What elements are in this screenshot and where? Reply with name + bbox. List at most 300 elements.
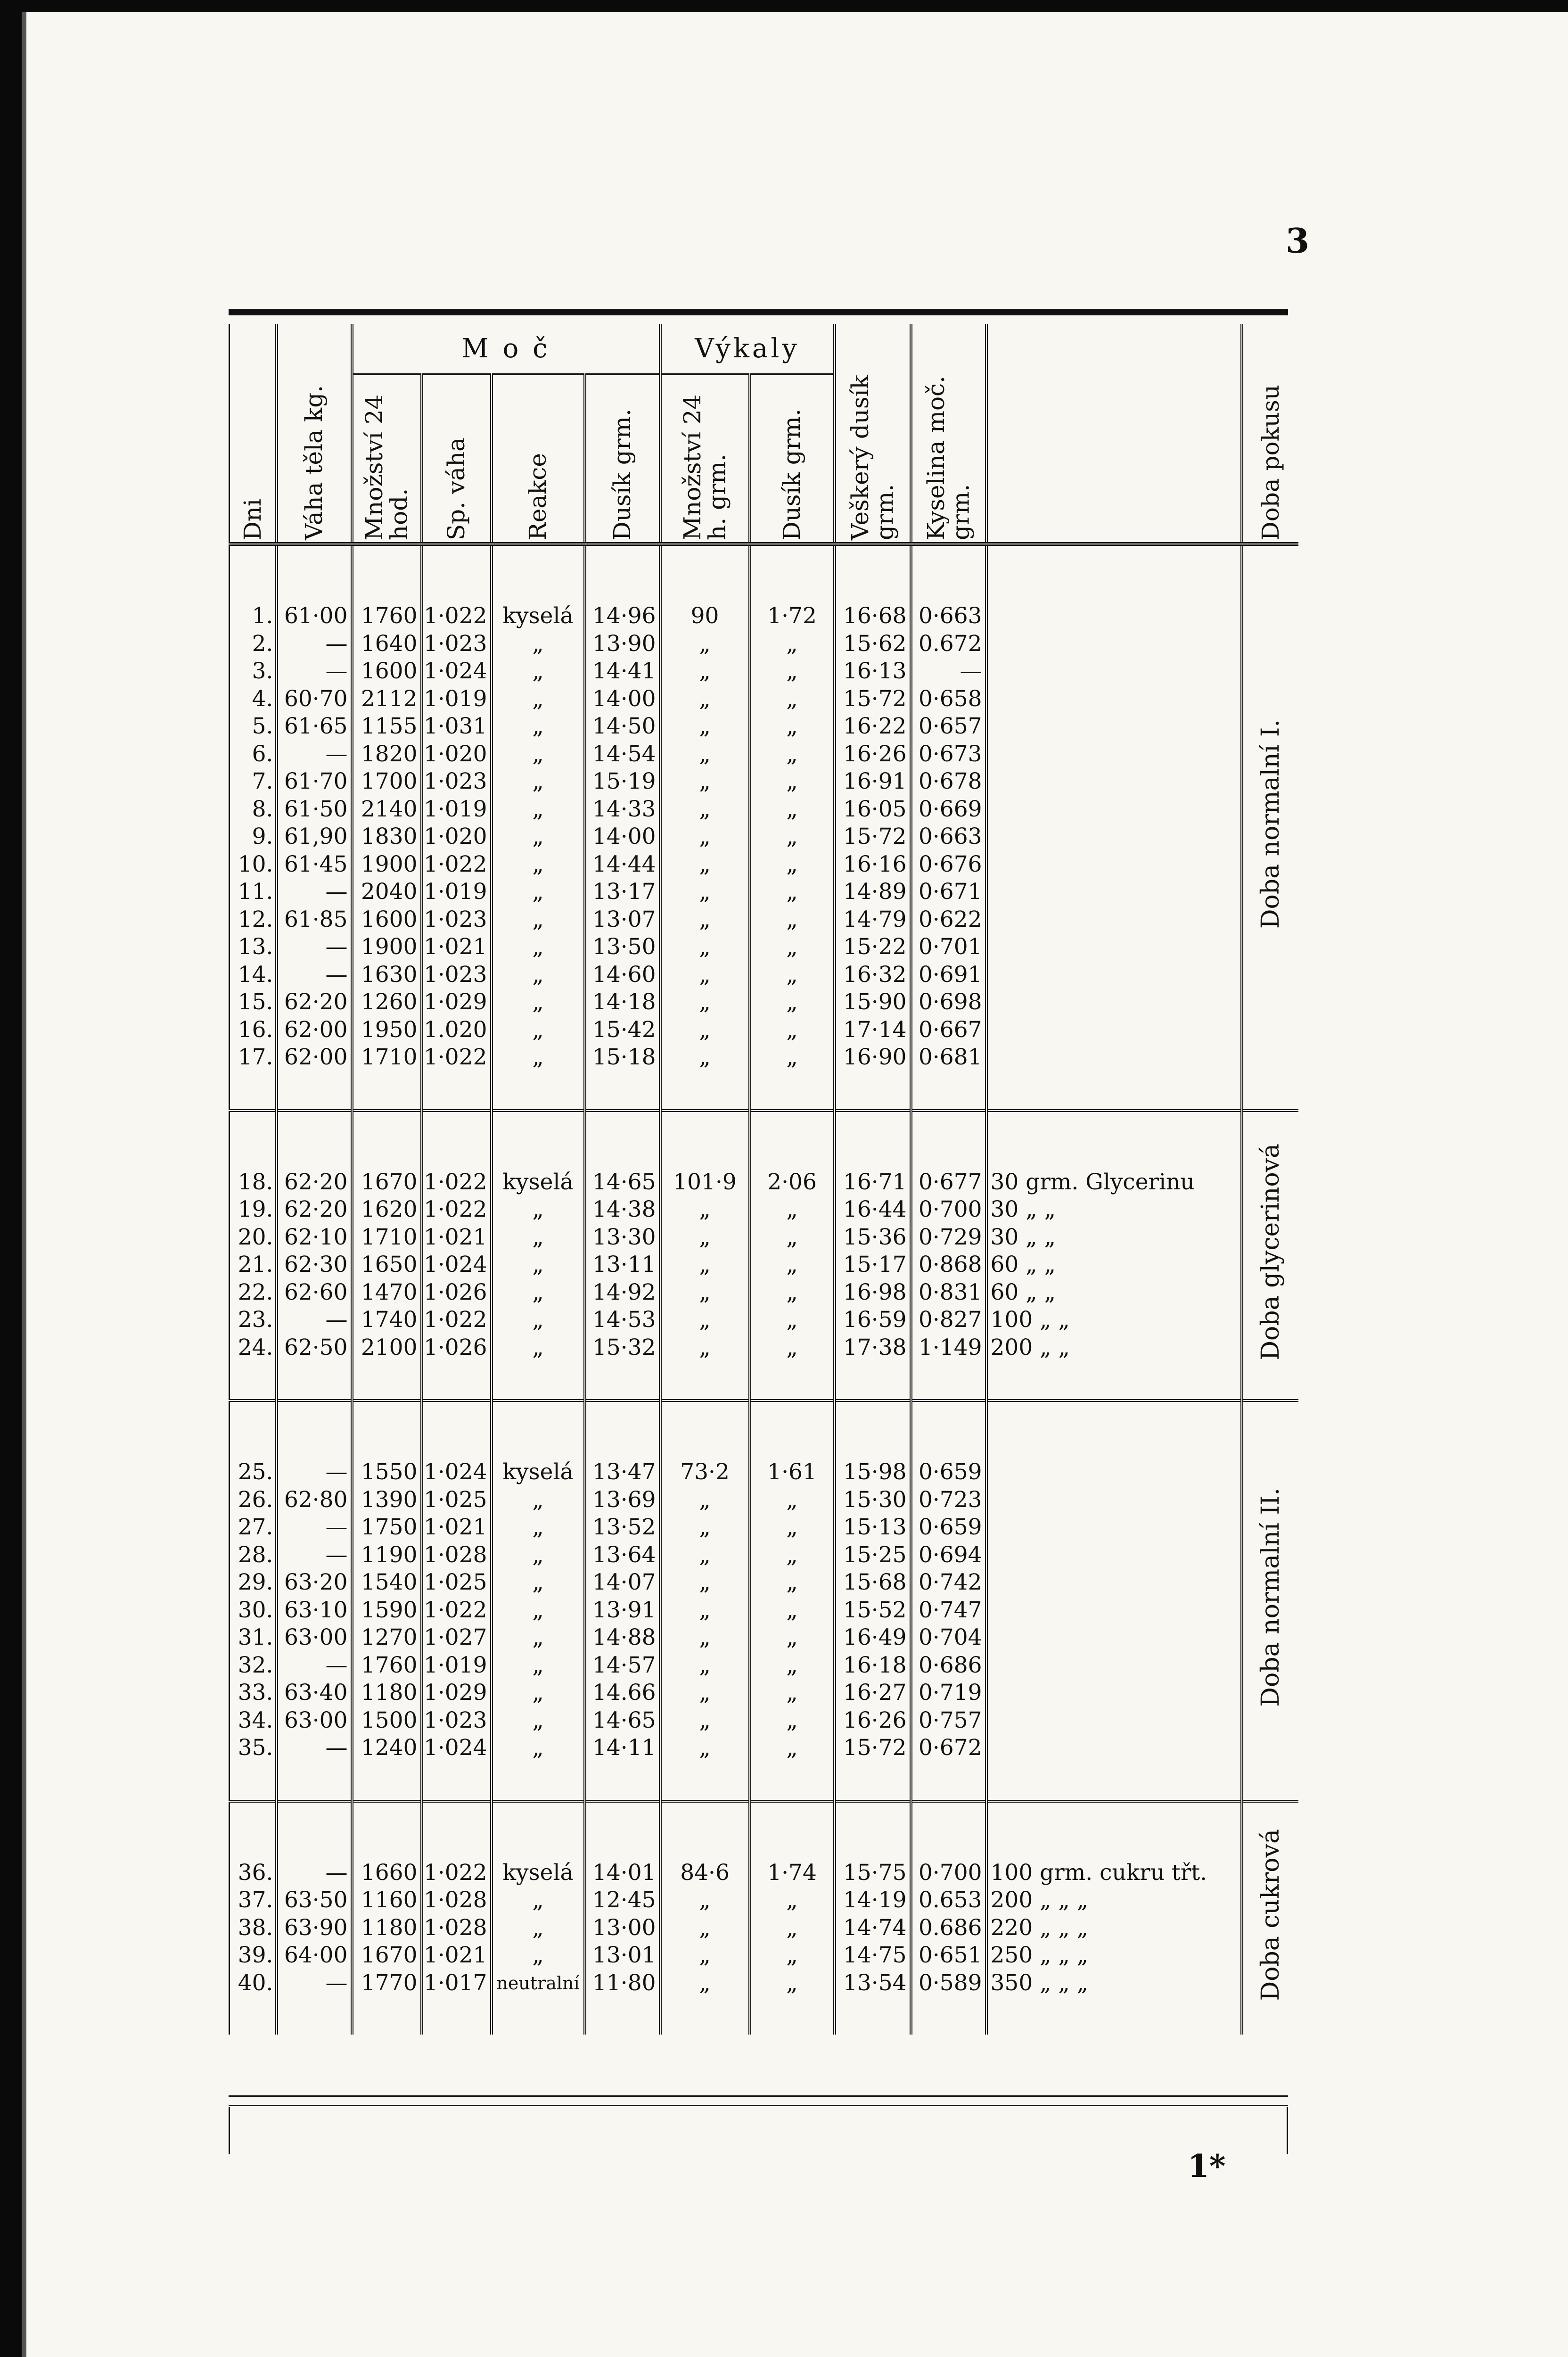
cell-reakce: kyselá (502, 1459, 574, 1485)
cell-mnozstvi: 1630 (361, 961, 418, 988)
cell-dni: 33. (238, 1680, 273, 1706)
cell-reakce: „ (532, 1942, 544, 1968)
cell-dusik: 14·38 (592, 1196, 656, 1222)
cell-mnozstvi: 1740 (361, 1307, 418, 1333)
cell-kyselina: 0·663 (918, 603, 982, 629)
cell-vykaly-dusik: „ (786, 824, 798, 849)
cell-vykaly-dusik: 1·72 (767, 603, 817, 629)
cell-vaha: 62·20 (284, 989, 348, 1015)
column-mnozstvi (352, 1112, 422, 1401)
cell-dusik: 14·88 (592, 1624, 656, 1650)
cell-mnozstvi: 1820 (361, 741, 418, 767)
cell-sp: 1·022 (423, 1597, 487, 1623)
cell-vaha: — (325, 658, 348, 684)
column-vykaly-dusik (750, 1803, 835, 2035)
column-vykaly-mnozstvi (660, 1402, 750, 1801)
cell-vykaly-mnozstvi: „ (699, 1887, 711, 1913)
cell-kyselina: 0·704 (918, 1624, 982, 1650)
cell-dusik: 13·52 (592, 1514, 656, 1540)
cell-reakce: „ (532, 1514, 544, 1540)
cell-veskery-dusik: 15·30 (843, 1486, 907, 1513)
cell-vykaly-mnozstvi: „ (699, 1735, 711, 1761)
cell-dni: 9. (252, 824, 273, 849)
dose-note: 350 „ „ „ (990, 1970, 1089, 1996)
cell-dusik: 13·11 (592, 1252, 656, 1277)
cell-reakce: „ (532, 1486, 544, 1513)
header-kyselina-moc: Kyselina moč. grm. (911, 324, 986, 544)
cell-vykaly-mnozstvi: „ (699, 1016, 711, 1043)
cell-reakce: „ (532, 1044, 544, 1070)
cell-dusik: 14·65 (592, 1707, 656, 1733)
cell-reakce: neutralní (496, 1972, 580, 1994)
cell-kyselina: 0·729 (918, 1224, 982, 1250)
cell-reakce: „ (532, 1334, 544, 1360)
cell-mnozstvi: 2040 (361, 879, 418, 905)
cell-dni: 30. (238, 1597, 273, 1623)
cell-veskery-dusik: 15·72 (843, 1735, 907, 1761)
cell-mnozstvi: 1710 (361, 1224, 418, 1250)
column-vykaly-dusik (750, 1402, 835, 1801)
cell-kyselina: 0·673 (918, 741, 982, 767)
cell-reakce: „ (532, 824, 544, 849)
cell-vaha: 62·30 (284, 1252, 348, 1277)
cell-mnozstvi: 1155 (361, 713, 418, 739)
cell-kyselina: 0·663 (918, 824, 982, 849)
cell-mnozstvi: 1710 (361, 1044, 418, 1070)
cell-mnozstvi: 1550 (361, 1459, 418, 1485)
cell-reakce: „ (532, 1279, 544, 1305)
cell-vaha: 63·90 (284, 1914, 348, 1941)
cell-vykaly-dusik: „ (786, 1514, 798, 1540)
cell-sp: 1·023 (423, 768, 487, 794)
cell-vaha: — (325, 1307, 348, 1333)
cell-kyselina: 0·831 (918, 1279, 982, 1305)
cell-vykaly-dusik: „ (786, 961, 798, 988)
column-veskery-dusik (835, 1402, 911, 1801)
cell-dusik: 14·92 (592, 1279, 656, 1305)
cell-vaha: — (325, 961, 348, 988)
period-block (230, 544, 1298, 1111)
cell-veskery-dusik: 15·68 (843, 1569, 907, 1595)
cell-sp: 1·019 (423, 879, 487, 905)
cell-vykaly-mnozstvi: „ (699, 934, 711, 960)
cell-veskery-dusik: 16·18 (843, 1652, 907, 1678)
cell-kyselina: 0·827 (918, 1307, 982, 1333)
cell-dni: 24. (238, 1334, 273, 1360)
cell-mnozstvi: 1500 (361, 1707, 418, 1733)
page-number: 3 (1286, 221, 1310, 261)
cell-kyselina: 0·669 (918, 796, 982, 822)
cell-kyselina: 0·659 (918, 1514, 982, 1540)
cell-vykaly-mnozstvi: „ (699, 1541, 711, 1568)
column-notes (986, 544, 1242, 1111)
cell-vykaly-mnozstvi: „ (699, 1624, 711, 1650)
cell-vaha: 62·80 (284, 1486, 348, 1513)
cell-sp: 1·021 (423, 934, 487, 960)
cell-mnozstvi: 2100 (361, 1334, 418, 1360)
column-reakce (492, 1112, 585, 1401)
cell-reakce: „ (532, 713, 544, 739)
cell-veskery-dusik: 16·98 (843, 1279, 907, 1305)
cell-mnozstvi: 1190 (361, 1541, 418, 1568)
cell-dusik: 14·41 (592, 658, 656, 684)
cell-vykaly-mnozstvi: „ (699, 1044, 711, 1070)
cell-vykaly-dusik: „ (786, 851, 798, 877)
data-table-wrapper (229, 309, 1288, 2035)
cell-dusik: 14·57 (592, 1652, 656, 1678)
cell-reakce: „ (532, 961, 544, 988)
cell-dni: 34. (238, 1707, 273, 1733)
cell-veskery-dusik: 16·26 (843, 1707, 907, 1733)
cell-vykaly-dusik: „ (786, 630, 798, 657)
column-notes (986, 1402, 1242, 1801)
cell-reakce: „ (532, 1224, 544, 1250)
cell-veskery-dusik: 16·05 (843, 796, 907, 822)
cell-kyselina: 0·742 (918, 1569, 982, 1595)
cell-sp: 1·028 (423, 1887, 487, 1913)
cell-vykaly-mnozstvi: „ (699, 1486, 711, 1513)
cell-kyselina: 0·651 (918, 1942, 982, 1968)
cell-reakce: „ (532, 768, 544, 794)
cell-veskery-dusik: 15·72 (843, 824, 907, 849)
column-reakce (492, 544, 585, 1111)
cell-vykaly-mnozstvi: „ (699, 989, 711, 1015)
cell-dusik: 13·30 (592, 1224, 656, 1250)
cell-reakce: „ (532, 879, 544, 905)
cell-mnozstvi: 1240 (361, 1735, 418, 1761)
period-label: Doba normalní I. (1256, 719, 1285, 929)
cell-vaha: 62·50 (284, 1334, 348, 1360)
cell-vaha: 61·00 (284, 603, 348, 629)
cell-mnozstvi: 1540 (361, 1569, 418, 1595)
cell-mnozstvi: 1180 (361, 1680, 418, 1706)
cell-veskery-dusik: 16·27 (843, 1680, 907, 1706)
cell-reakce: kyselá (502, 603, 574, 629)
cell-mnozstvi: 1950 (361, 1016, 418, 1043)
cell-reakce: „ (532, 741, 544, 767)
cell-vykaly-mnozstvi: 101·9 (673, 1169, 737, 1195)
cell-dusik: 13·00 (592, 1914, 656, 1941)
cell-sp: 1·021 (423, 1224, 487, 1250)
cell-dni: 12. (238, 906, 273, 932)
cell-kyselina: 0·678 (918, 768, 982, 794)
cell-vykaly-mnozstvi: „ (699, 1652, 711, 1678)
cell-vykaly-dusik: „ (786, 1044, 798, 1070)
cell-vykaly-dusik: „ (786, 1652, 798, 1678)
cell-mnozstvi: 1600 (361, 658, 418, 684)
bottom-stub-right (1287, 2107, 1288, 2154)
cell-sp: 1·028 (423, 1541, 487, 1568)
column-mnozstvi (352, 1402, 422, 1801)
cell-dni: 14. (238, 961, 273, 988)
cell-veskery-dusik: 16·32 (843, 961, 907, 988)
cell-vykaly-dusik: „ (786, 1914, 798, 1941)
cell-mnozstvi: 2140 (361, 796, 418, 822)
cell-sp: 1·026 (423, 1279, 487, 1305)
cell-vaha: — (325, 934, 348, 960)
cell-vaha: 61·50 (284, 796, 348, 822)
cell-dusik: 15·18 (592, 1044, 656, 1070)
cell-dni: 2. (252, 630, 273, 657)
cell-sp: 1·024 (423, 658, 487, 684)
cell-vaha: 63·00 (284, 1624, 348, 1650)
cell-veskery-dusik: 17·38 (843, 1334, 907, 1360)
cell-dusik: 14·11 (592, 1735, 656, 1761)
period-block (230, 1402, 1298, 1801)
cell-veskery-dusik: 16·59 (843, 1307, 907, 1333)
cell-vykaly-mnozstvi: „ (699, 685, 711, 712)
cell-sp: 1·024 (423, 1459, 487, 1485)
cell-sp: 1·024 (423, 1252, 487, 1277)
cell-veskery-dusik: 16·26 (843, 741, 907, 767)
column-veskery-dusik (835, 1803, 911, 2035)
cell-dni: 31. (238, 1624, 273, 1650)
cell-reakce: „ (532, 1914, 544, 1941)
cell-kyselina: 0·747 (918, 1597, 982, 1623)
bottom-stub-left (229, 2107, 230, 2154)
period-block (230, 1803, 1298, 2035)
cell-veskery-dusik: 14·74 (843, 1914, 907, 1941)
cell-vykaly-dusik: „ (786, 1887, 798, 1913)
cell-sp: 1·022 (423, 1859, 487, 1886)
cell-vaha: — (325, 1652, 348, 1678)
cell-veskery-dusik: 14·89 (843, 879, 907, 905)
cell-vaha: 63·40 (284, 1680, 348, 1706)
cell-kyselina: 0·667 (918, 1016, 982, 1043)
cell-mnozstvi: 1620 (361, 1196, 418, 1222)
cell-mnozstvi: 1650 (361, 1252, 418, 1277)
cell-vykaly-dusik: 2·06 (767, 1169, 817, 1195)
cell-dni: 28. (238, 1541, 273, 1568)
cell-mnozstvi: 1900 (361, 851, 418, 877)
cell-dni: 39. (238, 1942, 273, 1968)
cell-vykaly-dusik: „ (786, 906, 798, 932)
column-kyselina (911, 1803, 986, 2035)
period-label-cell (1242, 544, 1298, 1111)
cell-vykaly-mnozstvi: „ (699, 1569, 711, 1595)
cell-dni: 17. (238, 1044, 273, 1070)
column-vykaly-dusik (750, 544, 835, 1111)
cell-vaha: 62·60 (284, 1279, 348, 1305)
column-veskery-dusik (835, 544, 911, 1111)
cell-dusik: 13·69 (592, 1486, 656, 1513)
cell-vykaly-dusik: „ (786, 1970, 798, 1996)
column-sp (422, 1402, 492, 1801)
cell-sp: 1·024 (423, 1735, 487, 1761)
cell-dusik: 15·19 (592, 768, 656, 794)
cell-dusik: 14·07 (592, 1569, 656, 1595)
cell-dusik: 14·01 (592, 1859, 656, 1886)
column-dusik (585, 1803, 660, 2035)
cell-kyselina: 0·719 (918, 1680, 982, 1706)
dose-note: 30 „ „ (990, 1224, 1056, 1250)
cell-veskery-dusik: 16·44 (843, 1196, 907, 1222)
cell-veskery-dusik: 13·54 (843, 1970, 907, 1996)
cell-vykaly-dusik: „ (786, 1252, 798, 1277)
cell-vykaly-dusik: „ (786, 1016, 798, 1043)
cell-reakce: „ (532, 934, 544, 960)
cell-vykaly-mnozstvi: „ (699, 1334, 711, 1360)
cell-sp: 1·023 (423, 1707, 487, 1733)
cell-dusik: 15·32 (592, 1334, 656, 1360)
top-rule (229, 309, 1288, 324)
cell-dni: 38. (238, 1914, 273, 1941)
dose-note: 60 „ „ (990, 1252, 1056, 1277)
cell-kyselina: 0.653 (918, 1887, 982, 1913)
cell-kyselina: 0·681 (918, 1044, 982, 1070)
cell-veskery-dusik: 14·75 (843, 1942, 907, 1968)
cell-reakce: „ (532, 796, 544, 822)
cell-sp: 1·019 (423, 1652, 487, 1678)
cell-sp: 1·017 (423, 1970, 487, 1996)
cell-vykaly-dusik: 1·74 (767, 1859, 817, 1886)
cell-vykaly-mnozstvi: „ (699, 961, 711, 988)
cell-dusik: 14.66 (592, 1680, 656, 1706)
header-moc-sp-vaha: Sp. váha (422, 374, 492, 544)
column-mnozstvi (352, 544, 422, 1111)
column-dni (230, 1402, 277, 1801)
cell-vaha: 61·65 (284, 713, 348, 739)
column-dusik (585, 1402, 660, 1801)
cell-vykaly-mnozstvi: „ (699, 1707, 711, 1733)
dose-note: 60 „ „ (990, 1279, 1056, 1305)
cell-dni: 27. (238, 1514, 273, 1540)
cell-vykaly-mnozstvi: „ (699, 824, 711, 849)
scan-border-top (0, 0, 1568, 12)
cell-mnozstvi: 1670 (361, 1169, 418, 1195)
cell-sp: 1·023 (423, 961, 487, 988)
cell-vykaly-mnozstvi: 90 (690, 603, 719, 629)
cell-reakce: kyselá (502, 1169, 574, 1195)
cell-veskery-dusik: 15·62 (843, 630, 907, 657)
cell-vykaly-dusik: „ (786, 1707, 798, 1733)
table-body (230, 544, 1298, 2035)
cell-kyselina: 1·149 (918, 1334, 982, 1360)
cell-veskery-dusik: 16·71 (843, 1169, 907, 1195)
column-veskery-dusik (835, 1112, 911, 1401)
cell-veskery-dusik: 15·17 (843, 1252, 907, 1277)
cell-reakce: „ (532, 1680, 544, 1706)
cell-veskery-dusik: 16·16 (843, 851, 907, 877)
column-dni (230, 1112, 277, 1401)
cell-dusik: 13·91 (592, 1597, 656, 1623)
cell-reakce: „ (532, 906, 544, 932)
cell-vaha: 63·10 (284, 1597, 348, 1623)
cell-sp: 1.020 (423, 1016, 487, 1043)
cell-sp: 1·022 (423, 1044, 487, 1070)
cell-veskery-dusik: 15·36 (843, 1224, 907, 1250)
cell-reakce: „ (532, 630, 544, 657)
cell-vykaly-dusik: „ (786, 1486, 798, 1513)
cell-mnozstvi: 1640 (361, 630, 418, 657)
cell-kyselina: 0·868 (918, 1252, 982, 1277)
period-label: Doba cukrová (1256, 1829, 1285, 2001)
cell-veskery-dusik: 15·90 (843, 989, 907, 1015)
column-sp (422, 544, 492, 1111)
cell-kyselina: 0·723 (918, 1486, 982, 1513)
column-vykaly-dusik (750, 1112, 835, 1401)
cell-vykaly-dusik: „ (786, 879, 798, 905)
cell-mnozstvi: 1700 (361, 768, 418, 794)
cell-reakce: „ (532, 1252, 544, 1277)
cell-vaha: 64·00 (284, 1942, 348, 1968)
cell-dusik: 12·45 (592, 1887, 656, 1913)
cell-dusik: 14·53 (592, 1307, 656, 1333)
cell-vykaly-mnozstvi: „ (699, 1914, 711, 1941)
header-moc-reakce: Reakce (492, 374, 585, 544)
cell-dni: 13. (238, 934, 273, 960)
cell-dni: 18. (238, 1169, 273, 1195)
cell-vykaly-dusik: „ (786, 1196, 798, 1222)
cell-vykaly-mnozstvi: „ (699, 658, 711, 684)
cell-veskery-dusik: 14·79 (843, 906, 907, 932)
cell-vaha: 61·70 (284, 768, 348, 794)
cell-dni: 11. (238, 879, 273, 905)
cell-dusik: 14·60 (592, 961, 656, 988)
cell-kyselina: — (960, 658, 982, 684)
header-vaha-tela: Váha těla kg. (277, 324, 352, 544)
cell-dni: 20. (238, 1224, 273, 1250)
cell-reakce: „ (532, 658, 544, 684)
cell-sp: 1·022 (423, 1196, 487, 1222)
cell-veskery-dusik: 16·22 (843, 713, 907, 739)
column-notes (986, 1803, 1242, 2035)
cell-vykaly-dusik: „ (786, 989, 798, 1015)
cell-vykaly-mnozstvi: „ (699, 1680, 711, 1706)
column-vykaly-mnozstvi (660, 1803, 750, 2035)
cell-sp: 1·023 (423, 630, 487, 657)
cell-sp: 1·031 (423, 713, 487, 739)
cell-mnozstvi: 1180 (361, 1914, 418, 1941)
cell-vaha: 61·85 (284, 906, 348, 932)
column-dni (230, 1803, 277, 2035)
cell-mnozstvi: 1760 (361, 603, 418, 629)
cell-sp: 1·022 (423, 603, 487, 629)
cell-dni: 21. (238, 1252, 273, 1277)
cell-dni: 19. (238, 1196, 273, 1222)
cell-dni: 26. (238, 1486, 273, 1513)
cell-vykaly-mnozstvi: „ (699, 713, 711, 739)
bottom-rule (229, 2095, 1288, 2097)
column-reakce (492, 1402, 585, 1801)
column-dni (230, 544, 277, 1111)
cell-dni: 29. (238, 1569, 273, 1595)
header-moc-mnozstvi: Množství 24 hod. (352, 374, 422, 544)
column-reakce (492, 1803, 585, 2035)
cell-reakce: „ (532, 1887, 544, 1913)
cell-vykaly-dusik: „ (786, 1307, 798, 1333)
cell-kyselina: 0·694 (918, 1541, 982, 1568)
cell-vykaly-dusik: „ (786, 1279, 798, 1305)
cell-mnozstvi: 1660 (361, 1859, 418, 1886)
cell-vaha: 62·00 (284, 1016, 348, 1043)
cell-dni: 8. (252, 796, 273, 822)
cell-vaha: 63·00 (284, 1707, 348, 1733)
cell-vykaly-dusik: „ (786, 1624, 798, 1650)
cell-reakce: „ (532, 1707, 544, 1733)
cell-dusik: 15·42 (592, 1016, 656, 1043)
period-label-cell (1242, 1402, 1298, 1801)
bottom-rule-thin (229, 2105, 1288, 2106)
cell-vaha: — (325, 1459, 348, 1485)
cell-vykaly-mnozstvi: „ (699, 741, 711, 767)
cell-dni: 36. (238, 1859, 273, 1886)
cell-mnozstvi: 1590 (361, 1597, 418, 1623)
cell-vaha: 63·20 (284, 1569, 348, 1595)
cell-veskery-dusik: 15·13 (843, 1514, 907, 1540)
cell-kyselina: 0·658 (918, 685, 982, 712)
cell-vaha: 61,90 (284, 824, 348, 849)
